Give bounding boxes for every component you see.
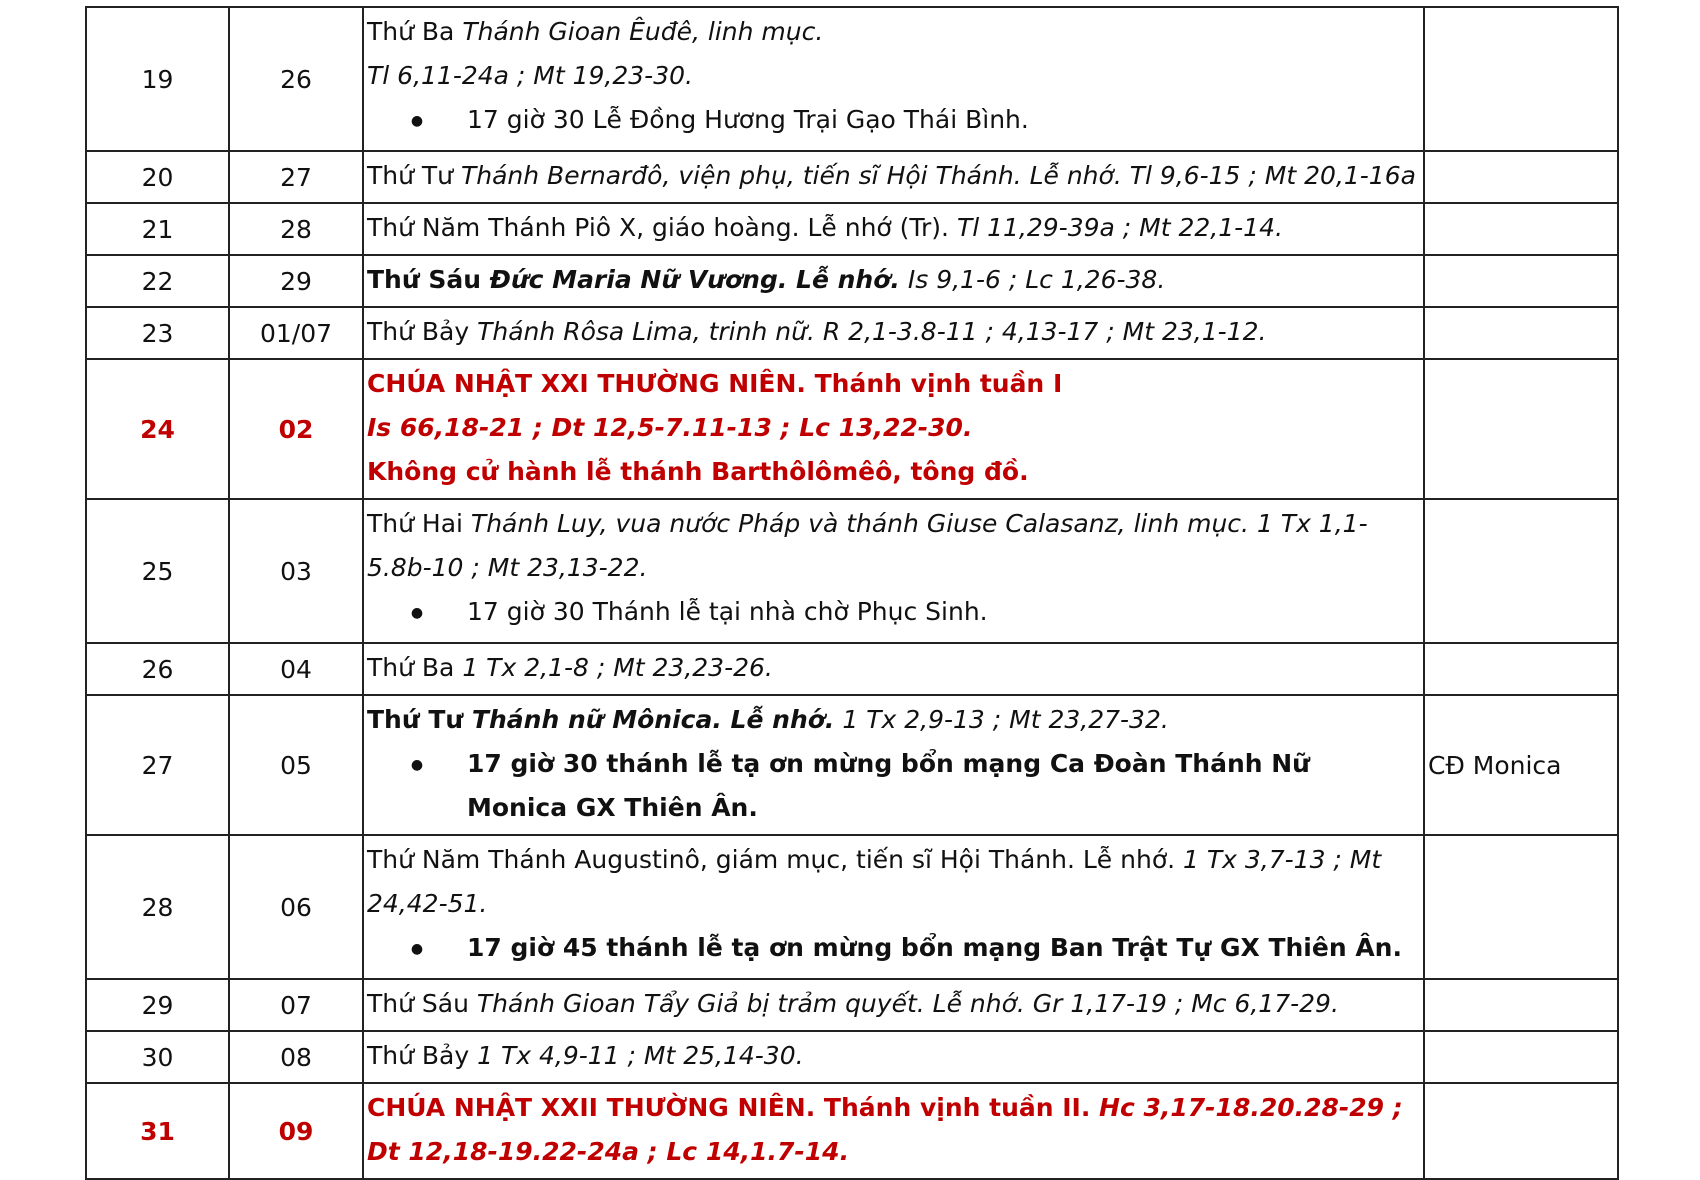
note-cell [1424, 499, 1618, 643]
note-cell [1424, 1031, 1618, 1083]
liturgy-cell: CHÚA NHẬT XXI THƯỜNG NIÊN. Thánh vịnh tuần I Is 66,18-21 ; Dt 12,5-7.11-13 ; Lc 13,22-30. Không cử hành lễ thánh Barthôlômêô, tông đồ. [363, 359, 1424, 499]
liturgy-cell: Thứ Ba 1 Tx 2,1-8 ; Mt 23,23-26. [363, 643, 1424, 695]
solar-day: 31 [86, 1083, 229, 1179]
liturgical-calendar-table [85, 6, 1619, 1180]
lunar-day: 28 [229, 203, 363, 255]
solar-day: 19 [86, 7, 229, 151]
liturgy-cell: Thứ Tư Thánh Bernarđô, viện phụ, tiến sĩ Hội Thánh. Lễ nhớ. Tl 9,6-15 ; Mt 20,1-16a [363, 151, 1424, 203]
lunar-day: 29 [229, 255, 363, 307]
table-row [86, 7, 1618, 151]
liturgy-cell: Thứ Bảy Thánh Rôsa Lima, trinh nữ. R 2,1-3.8-11 ; 4,13-17 ; Mt 23,1-12. [363, 307, 1424, 359]
lunar-day: 03 [229, 499, 363, 643]
lunar-day: 06 [229, 835, 363, 979]
liturgy-cell: Thứ Hai Thánh Luy, vua nước Pháp và thánh Giuse Calasanz, linh mục. 1 Tx 1,1-5.8b-10 ; Mt 23,13-22. ● 17 giờ 30 Thánh lễ tại nhà chờ Phục Sinh. [363, 499, 1424, 643]
liturgy-cell: Thứ Bảy 1 Tx 4,9-11 ; Mt 25,14-30. [363, 1031, 1424, 1083]
lunar-day: 04 [229, 643, 363, 695]
solar-day: 20 [86, 151, 229, 203]
table-row [86, 307, 1618, 359]
note-cell [1424, 835, 1618, 979]
solar-day: 24 [86, 359, 229, 499]
note-cell: CĐ Monica [1424, 695, 1618, 835]
liturgy-cell: Thứ Sáu Đức Maria Nữ Vương. Lễ nhớ. Is 9,1-6 ; Lc 1,26-38. [363, 255, 1424, 307]
solar-day: 25 [86, 499, 229, 643]
solar-day: 23 [86, 307, 229, 359]
solar-day: 28 [86, 835, 229, 979]
liturgy-cell: CHÚA NHẬT XXII THƯỜNG NIÊN. Thánh vịnh tuần II. Hc 3,17-18.20.28-29 ; Dt 12,18-19.22-24a ; Lc 14,1.7-14. [363, 1083, 1424, 1179]
solar-day: 29 [86, 979, 229, 1031]
table-row [86, 695, 1618, 835]
table-row [86, 203, 1618, 255]
liturgy-cell: Thứ Năm Thánh Piô X, giáo hoàng. Lễ nhớ (Tr). Tl 11,29-39a ; Mt 22,1-14. [363, 203, 1424, 255]
table-row [86, 979, 1618, 1031]
bullet-icon [367, 742, 467, 790]
note-cell [1424, 359, 1618, 499]
lunar-day: 09 [229, 1083, 363, 1179]
liturgy-cell: Thứ Tư Thánh nữ Mônica. Lễ nhớ. 1 Tx 2,9-13 ; Mt 23,27-32. ● 17 giờ 30 thánh lễ tạ ơn mừng bổn mạng Ca Đoàn Thánh Nữ Monica GX Thiên Ân. [363, 695, 1424, 835]
note-cell [1424, 7, 1618, 151]
bullet-icon [367, 590, 467, 638]
lunar-day: 07 [229, 979, 363, 1031]
note-cell [1424, 307, 1618, 359]
table-row [86, 255, 1618, 307]
table-row [86, 1083, 1618, 1179]
table-row [86, 151, 1618, 203]
lunar-day: 05 [229, 695, 363, 835]
bullet-icon [367, 98, 467, 146]
lunar-day: 08 [229, 1031, 363, 1083]
solar-day: 22 [86, 255, 229, 307]
solar-day: 27 [86, 695, 229, 835]
note-cell [1424, 151, 1618, 203]
liturgy-cell: Thứ Sáu Thánh Gioan Tẩy Giả bị trảm quyết. Lễ nhớ. Gr 1,17-19 ; Mc 6,17-29. [363, 979, 1424, 1031]
table-row [86, 643, 1618, 695]
lunar-day: 26 [229, 7, 363, 151]
lunar-day: 01/07 [229, 307, 363, 359]
lunar-day: 27 [229, 151, 363, 203]
liturgy-cell: Thứ Năm Thánh Augustinô, giám mục, tiến sĩ Hội Thánh. Lễ nhớ. 1 Tx 3,7-13 ; Mt 24,42-51. ● 17 giờ 45 thánh lễ tạ ơn mừng bổn mạng Ban Trật Tự GX Thiên Ân. [363, 835, 1424, 979]
bullet-icon [367, 926, 467, 974]
note-cell [1424, 203, 1618, 255]
table-row [86, 1031, 1618, 1083]
lunar-day: 02 [229, 359, 363, 499]
table-row [86, 835, 1618, 979]
note-cell [1424, 643, 1618, 695]
table-row [86, 499, 1618, 643]
liturgy-cell: Thứ Ba Thánh Gioan Êuđê, linh mục. Tl 6,11-24a ; Mt 19,23-30. ● 17 giờ 30 Lễ Đồng Hương Trại Gạo Thái Bình. [363, 7, 1424, 151]
note-cell [1424, 1083, 1618, 1179]
table-row [86, 359, 1618, 499]
solar-day: 30 [86, 1031, 229, 1083]
note-cell [1424, 255, 1618, 307]
solar-day: 26 [86, 643, 229, 695]
solar-day: 21 [86, 203, 229, 255]
note-cell [1424, 979, 1618, 1031]
